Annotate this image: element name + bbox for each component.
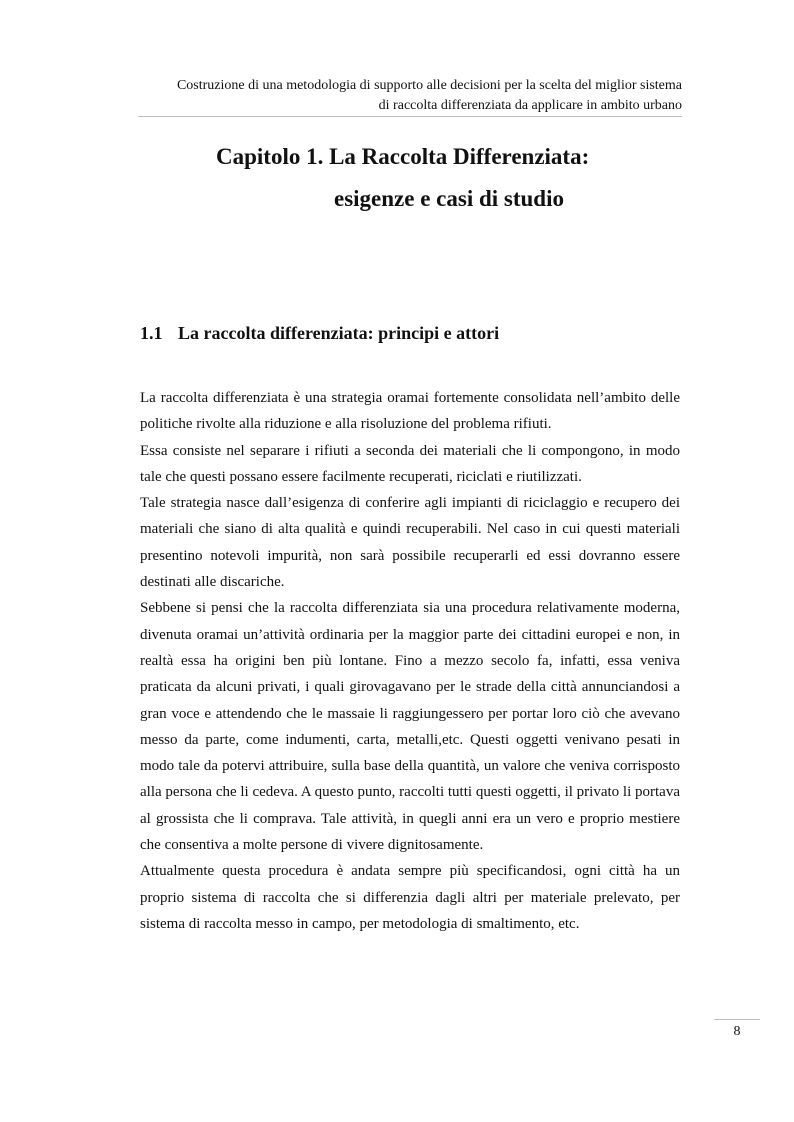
paragraph: Essa consiste nel separare i rifiuti a seconda dei materiali che li compongono, in modo tale che questi possano essere facilmente recuperati, riciclati e riutilizzati. (140, 442, 680, 485)
running-header-line-2: di raccolta differenziata da applicare in ambito urbano (378, 98, 682, 113)
page-number: 8 (733, 1024, 741, 1039)
running-header (138, 76, 682, 116)
section-heading (140, 323, 499, 344)
chapter-title-line-2: esigenze e casi di studio (334, 186, 564, 211)
footer-divider (714, 1019, 760, 1020)
section-title: La raccolta differenziata: principi e attori (178, 323, 500, 343)
section-number: 1.1 (140, 323, 163, 343)
body-text (140, 385, 680, 937)
paragraph: Sebbene si pensi che la raccolta differenziata sia una procedura relativamente moderna, divenuta oramai un’attività ordinaria per la maggior parte dei cittadini europei e non, in realtà essa ha origini ben più lontane. Fino a mezzo secolo fa, infatti, essa veniva praticata da alcuni privati, i quali girovagavano per le strade della città annunciandosi a gran voce e attendendo che le massaie li raggiungessero per portar loro ciò che avevano messo da parte, come indumenti, carta, metalli,etc. Questi oggetti venivano pesati in modo tale da potervi attribuire, sulla base della quantità, un valore che veniva corrisposto alla persona che li cedeva. A questo punto, raccolti tutti questi oggetti, il privato li portava al grossista che li comprava. Tale attività, in quegli anni era un vero e proprio mestiere che consentiva a molte persone di vivere dignitosamente. (140, 600, 680, 854)
paragraph: Attualmente questa procedura è andata sempre più specificandosi, ogni città ha un proprio sistema di raccolta che si differenzia dagli altri per materiale prelevato, per sistema di raccolta messo in campo, per metodologia di smaltimento, etc. (140, 863, 680, 932)
running-header-line-1: Costruzione di una metodologia di supporto alle decisioni per la scelta del miglior sistema (176, 78, 682, 93)
header-divider (138, 116, 682, 117)
paragraph: Tale strategia nasce dall’esigenza di conferire agli impianti di riciclaggio e recupero dei materiali che siano di alta qualità e quindi recuperabili. Nel caso in cui questi materiali presentino notevoli impurità, non sarà possibile recuperarli ed essi dovranno essere destinati alle discariche. (140, 495, 680, 591)
paragraph: La raccolta differenziata è una strategia oramai fortemente consolidata nell’ambito delle politiche rivolte alla riduzione e alla risoluzione del problema rifiuti. (140, 390, 680, 433)
chapter-title-line-1: Capitolo 1. La Raccolta Differenziata: (216, 144, 590, 169)
